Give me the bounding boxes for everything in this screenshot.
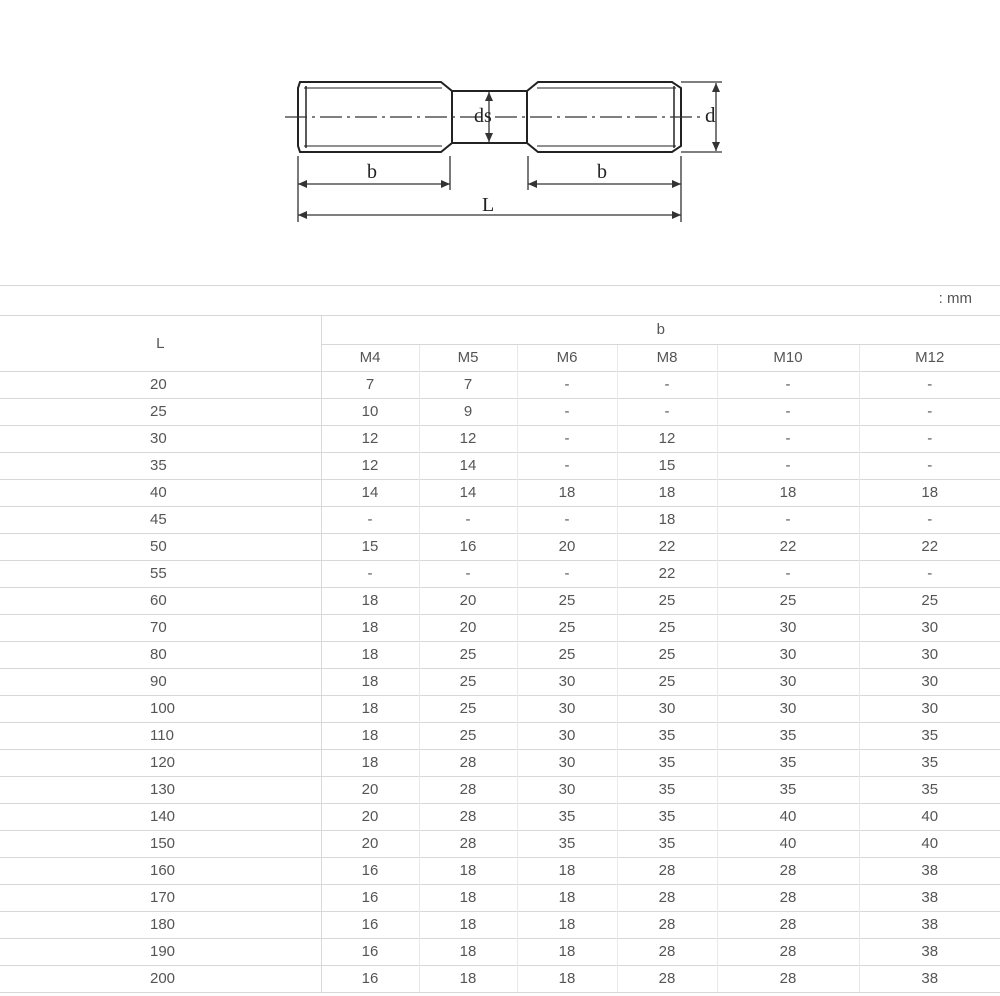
- l-value: 50: [0, 534, 321, 561]
- b-left-label: b: [367, 161, 377, 183]
- table-row: [0, 804, 1000, 831]
- size-header-1: M5: [419, 345, 517, 372]
- b-value: 18: [321, 615, 419, 642]
- b-value: 28: [617, 858, 717, 885]
- l-value: 110: [0, 723, 321, 750]
- b-value: 30: [517, 669, 617, 696]
- b-value: 28: [617, 885, 717, 912]
- b-value: 30: [859, 696, 1000, 723]
- b-value: 18: [617, 480, 717, 507]
- table-row: [0, 966, 1000, 993]
- b-value: 18: [321, 642, 419, 669]
- table-row: [0, 453, 1000, 480]
- b-value: 20: [419, 588, 517, 615]
- b-value: 14: [321, 480, 419, 507]
- b-value: 15: [321, 534, 419, 561]
- table-row: [0, 912, 1000, 939]
- l-value: 45: [0, 507, 321, 534]
- b-value: -: [617, 399, 717, 426]
- l-value: 55: [0, 561, 321, 588]
- b-value: -: [419, 561, 517, 588]
- b-value: 18: [419, 912, 517, 939]
- b-value: 15: [617, 453, 717, 480]
- b-value: 16: [321, 939, 419, 966]
- b-value: -: [859, 453, 1000, 480]
- l-value: 160: [0, 858, 321, 885]
- l-value: 100: [0, 696, 321, 723]
- b-value: -: [321, 561, 419, 588]
- b-value: 25: [859, 588, 1000, 615]
- b-value: -: [859, 372, 1000, 399]
- b-value: 35: [617, 723, 717, 750]
- b-value: -: [517, 399, 617, 426]
- b-value: -: [717, 372, 859, 399]
- b-value: 38: [859, 912, 1000, 939]
- table-row: [0, 777, 1000, 804]
- size-header-0: M4: [321, 345, 419, 372]
- table-row: [0, 939, 1000, 966]
- b-value: 35: [517, 804, 617, 831]
- b-value: 22: [617, 561, 717, 588]
- b-value: 38: [859, 939, 1000, 966]
- b-value: 35: [717, 750, 859, 777]
- b-value: 12: [321, 426, 419, 453]
- b-value: 18: [517, 966, 617, 993]
- b-right-label: b: [597, 161, 607, 183]
- header-row-b: [0, 316, 1000, 345]
- b-value: 20: [321, 804, 419, 831]
- b-value: 28: [419, 777, 517, 804]
- b-value: 28: [717, 858, 859, 885]
- b-value: 25: [517, 642, 617, 669]
- b-value: 30: [859, 669, 1000, 696]
- b-value: 16: [419, 534, 517, 561]
- b-value: 16: [321, 966, 419, 993]
- table-row: [0, 615, 1000, 642]
- b-value: 30: [517, 777, 617, 804]
- b-value: 18: [321, 723, 419, 750]
- b-value: 35: [717, 777, 859, 804]
- b-value: 30: [517, 750, 617, 777]
- l-value: 170: [0, 885, 321, 912]
- b-value: 18: [321, 669, 419, 696]
- table-row: [0, 561, 1000, 588]
- b-value: 18: [859, 480, 1000, 507]
- b-value: 35: [859, 723, 1000, 750]
- b-value: 25: [617, 642, 717, 669]
- thread-length-table: [0, 315, 1000, 993]
- b-value: 28: [717, 912, 859, 939]
- unit-row: [0, 285, 1000, 316]
- b-value: 28: [717, 885, 859, 912]
- b-value: 18: [321, 696, 419, 723]
- b-value: 28: [717, 939, 859, 966]
- b-value: 22: [617, 534, 717, 561]
- b-value: 30: [717, 669, 859, 696]
- l-value: 40: [0, 480, 321, 507]
- b-value: -: [617, 372, 717, 399]
- b-value: 16: [321, 885, 419, 912]
- size-header-3: M8: [617, 345, 717, 372]
- l-value: 30: [0, 426, 321, 453]
- b-value: 18: [517, 858, 617, 885]
- b-value: -: [517, 453, 617, 480]
- b-value: -: [517, 561, 617, 588]
- b-value: -: [321, 507, 419, 534]
- b-value: 30: [859, 615, 1000, 642]
- b-value: 18: [321, 588, 419, 615]
- ds-label: ds: [474, 105, 492, 127]
- b-value: 30: [517, 696, 617, 723]
- b-value: 18: [517, 885, 617, 912]
- b-value: 40: [859, 804, 1000, 831]
- b-value: -: [717, 561, 859, 588]
- b-value: 25: [419, 723, 517, 750]
- b-value: 25: [517, 588, 617, 615]
- b-value: 12: [419, 426, 517, 453]
- b-value: -: [859, 399, 1000, 426]
- b-value: -: [717, 507, 859, 534]
- b-value: 7: [321, 372, 419, 399]
- table-row: [0, 750, 1000, 777]
- b-value: 22: [859, 534, 1000, 561]
- b-value: -: [517, 372, 617, 399]
- table-row: [0, 399, 1000, 426]
- b-value: 20: [321, 831, 419, 858]
- table-row: [0, 831, 1000, 858]
- b-value: 35: [717, 723, 859, 750]
- b-value: 28: [419, 804, 517, 831]
- b-value: -: [717, 399, 859, 426]
- b-value: 18: [321, 750, 419, 777]
- l-value: 90: [0, 669, 321, 696]
- table-row: [0, 534, 1000, 561]
- b-value: 20: [321, 777, 419, 804]
- table-row: [0, 669, 1000, 696]
- table-row: [0, 858, 1000, 885]
- b-value: 28: [617, 939, 717, 966]
- l-value: 120: [0, 750, 321, 777]
- l-value: 25: [0, 399, 321, 426]
- l-value: 190: [0, 939, 321, 966]
- b-value: 35: [617, 777, 717, 804]
- b-value: 28: [419, 750, 517, 777]
- table-row: [0, 885, 1000, 912]
- b-value: 18: [717, 480, 859, 507]
- l-value: 60: [0, 588, 321, 615]
- b-value: -: [717, 453, 859, 480]
- b-value: 30: [617, 696, 717, 723]
- b-value: 7: [419, 372, 517, 399]
- b-value: 14: [419, 453, 517, 480]
- b-value: 28: [717, 966, 859, 993]
- table-row: [0, 507, 1000, 534]
- b-value: 25: [517, 615, 617, 642]
- b-value: 18: [419, 885, 517, 912]
- b-value: 22: [717, 534, 859, 561]
- b-value: 35: [517, 831, 617, 858]
- b-value: 30: [717, 615, 859, 642]
- l-value: 70: [0, 615, 321, 642]
- b-value: 35: [859, 750, 1000, 777]
- b-value: -: [717, 426, 859, 453]
- l-value: 140: [0, 804, 321, 831]
- b-value: 16: [321, 912, 419, 939]
- b-value: -: [517, 507, 617, 534]
- b-value: 25: [419, 669, 517, 696]
- b-value: 28: [617, 966, 717, 993]
- b-value: 18: [517, 480, 617, 507]
- table-row: [0, 723, 1000, 750]
- b-value: -: [859, 561, 1000, 588]
- b-value: 9: [419, 399, 517, 426]
- b-value: 38: [859, 858, 1000, 885]
- b-value: 16: [321, 858, 419, 885]
- l-value: 20: [0, 372, 321, 399]
- b-value: 30: [517, 723, 617, 750]
- b-value: -: [859, 426, 1000, 453]
- b-value: 18: [419, 939, 517, 966]
- b-value: 25: [419, 696, 517, 723]
- l-value: 150: [0, 831, 321, 858]
- L-label: L: [482, 194, 495, 216]
- size-header-4: M10: [717, 345, 859, 372]
- b-value: 14: [419, 480, 517, 507]
- b-value: 25: [717, 588, 859, 615]
- b-value: 38: [859, 966, 1000, 993]
- stud-bolt-diagram: [0, 0, 1000, 285]
- b-value: -: [419, 507, 517, 534]
- l-value: 80: [0, 642, 321, 669]
- b-value: 40: [717, 831, 859, 858]
- b-value: 12: [321, 453, 419, 480]
- b-value: 25: [617, 615, 717, 642]
- b-value: 25: [617, 669, 717, 696]
- b-value: 40: [859, 831, 1000, 858]
- b-value: 28: [617, 912, 717, 939]
- table-row: [0, 588, 1000, 615]
- b-value: 18: [617, 507, 717, 534]
- b-value: 40: [717, 804, 859, 831]
- b-value: 10: [321, 399, 419, 426]
- b-value: 20: [517, 534, 617, 561]
- table-row: [0, 480, 1000, 507]
- l-value: 35: [0, 453, 321, 480]
- b-value: -: [859, 507, 1000, 534]
- d-label: d: [705, 103, 716, 127]
- table-row: [0, 696, 1000, 723]
- b-value: 35: [617, 750, 717, 777]
- l-value: 200: [0, 966, 321, 993]
- b-value: 35: [617, 804, 717, 831]
- size-header-5: M12: [859, 345, 1000, 372]
- b-value: 20: [419, 615, 517, 642]
- unit-label: : mm: [938, 290, 972, 307]
- b-value: 18: [419, 858, 517, 885]
- b-value: 18: [517, 939, 617, 966]
- table-row: [0, 642, 1000, 669]
- table-row: [0, 426, 1000, 453]
- b-value: 35: [859, 777, 1000, 804]
- size-header-2: M6: [517, 345, 617, 372]
- b-value: 30: [859, 642, 1000, 669]
- b-value: 25: [419, 642, 517, 669]
- b-value: 30: [717, 642, 859, 669]
- b-value: 38: [859, 885, 1000, 912]
- b-value: 35: [617, 831, 717, 858]
- table-row: [0, 372, 1000, 399]
- b-value: 12: [617, 426, 717, 453]
- b-value: 28: [419, 831, 517, 858]
- b-value: 25: [617, 588, 717, 615]
- b-value: -: [517, 426, 617, 453]
- b-value: 18: [419, 966, 517, 993]
- b-value: 18: [517, 912, 617, 939]
- l-column-header: L: [0, 316, 321, 372]
- b-group-header: b: [321, 316, 1000, 345]
- l-value: 180: [0, 912, 321, 939]
- b-value: 30: [717, 696, 859, 723]
- l-value: 130: [0, 777, 321, 804]
